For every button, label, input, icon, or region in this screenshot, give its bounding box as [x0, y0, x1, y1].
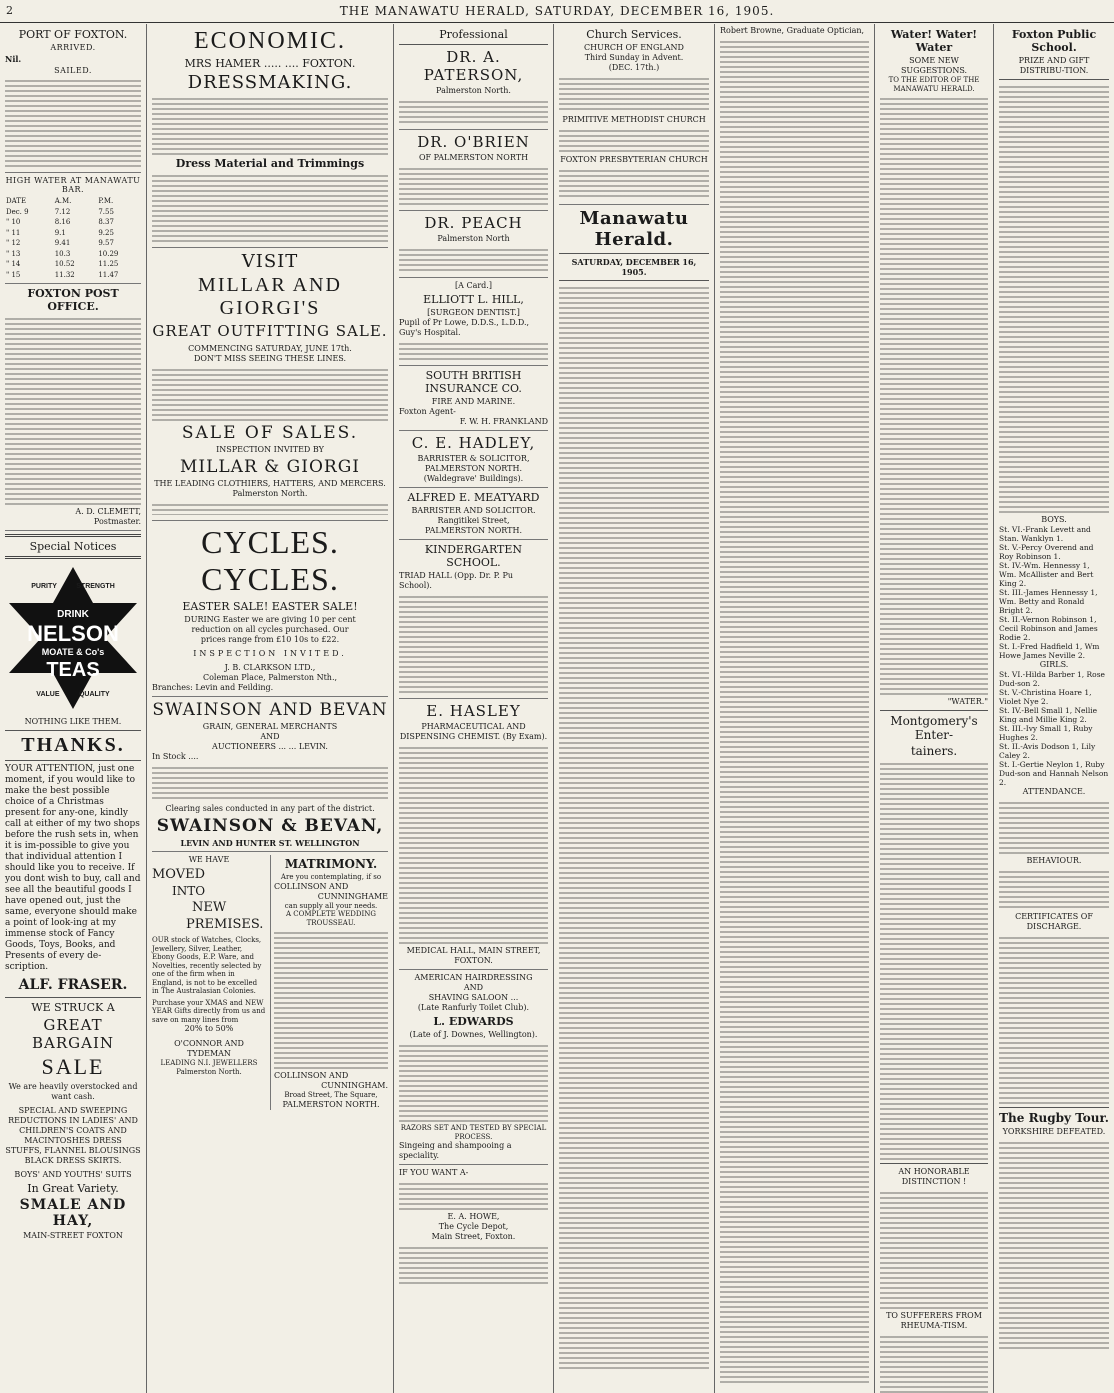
primitive-methodist: PRIMITIVE METHODIST CHURCH	[562, 115, 706, 124]
boys-list	[999, 525, 1109, 660]
cycles-ad	[152, 524, 388, 697]
column-2	[147, 24, 394, 1393]
list-item: St. IV.-Wm. Hennessy 1, Wm. McAllister and Bert King 2.	[999, 561, 1094, 588]
list-item: St. I.-Fred Hadfield 1, Wm Howe James Neville 2.	[999, 642, 1100, 660]
tide-row: " 10 8.16 8.37	[6, 218, 114, 226]
oconnor-palmerston: Palmerston North.	[176, 1067, 242, 1076]
inspection-invited-2: INSPECTION INVITED.	[193, 649, 347, 658]
montgomery-heading-2: tainers.	[910, 744, 958, 758]
obrien-text	[399, 165, 548, 205]
list-item: St. VI.-Hilda Barber 1, Rose Dud-son 2.	[999, 670, 1105, 688]
millar-palmerston: Palmerston North.	[232, 489, 308, 498]
millar-giorgi-ad	[152, 251, 388, 521]
montgomery-text	[880, 760, 988, 1160]
tide-table	[5, 196, 141, 280]
premises: PREMISES.	[186, 917, 264, 932]
medical-hall: MEDICAL HALL, MAIN STREET, FOXTON.	[406, 946, 541, 965]
south-british-name: SOUTH BRITISH INSURANCE CO.	[425, 369, 522, 395]
obrien-town: OF PALMERSTON NORTH	[418, 153, 529, 162]
discount-range: 20% to 50%	[184, 1024, 234, 1033]
into: INTO	[172, 884, 206, 898]
howe-card	[399, 1168, 548, 1284]
peach-card	[399, 214, 548, 278]
meatyard-card	[399, 491, 548, 540]
paterson-name: DR. A. PATERSON,	[423, 48, 524, 84]
dressmaking-text	[152, 95, 388, 155]
issue-date: SATURDAY, DECEMBER 16, 1905.	[571, 257, 697, 277]
hadley-card	[399, 434, 548, 488]
hill-title: [SURGEON DENTIST.]	[427, 308, 520, 317]
behaviour-heading: BEHAVIOUR.	[1026, 856, 1082, 865]
port-nil: Nil.	[5, 54, 22, 64]
collinson-foot: COLLINSON AND	[274, 1071, 349, 1080]
price-lines	[152, 366, 388, 421]
column-6	[875, 24, 994, 1393]
nelson-teas-ad	[5, 563, 141, 713]
can-supply: can supply all your needs.	[284, 901, 378, 910]
cunningham-foot: CUNNINGHAM.	[321, 1081, 388, 1090]
peach-name: DR. PEACH	[424, 214, 523, 232]
thanks-body: YOUR ATTENTION, just one moment, if you would like to make the best possible choice of a Christmas present for any-one, kindly call at either of my two shops before the rush sets in, when it is im-possible to give you that individual attention I should like you to receive. If you dont wish to buy, call and see all the beautiful goods I have opened out, just the same, everyone should make a point of look-ing at my immense stock of Fancy Goods, Toys, Books, and Presents of every de-scription.	[5, 764, 141, 972]
hasley-text	[399, 744, 548, 944]
tide-row: " 11 9.1 9.25	[6, 228, 114, 237]
montgomery-heading: Montgomery's Enter-	[890, 714, 978, 742]
church-services	[559, 28, 709, 205]
rheumatism-text	[880, 1333, 988, 1393]
attendance-heading: ATTENDANCE.	[1022, 787, 1086, 796]
commencing: COMMENCING SATURDAY, JUNE 17th.	[188, 344, 352, 353]
suggestions-heading: SOME NEW SUGGESTIONS.	[900, 56, 968, 75]
matrimony-ad	[270, 855, 388, 1110]
church-heading: Church Services.	[586, 28, 682, 41]
page-number: 2	[6, 4, 14, 17]
shaving-saloon: SHAVING SALOON ...	[428, 993, 519, 1002]
bottom-ads-row	[152, 855, 388, 1110]
dec-17: (DEC. 17th.)	[608, 63, 660, 72]
levin-hunter: LEVIN AND HUNTER ST. WELLINGTON	[180, 838, 360, 848]
struck-sale: SALE	[41, 1054, 105, 1079]
peach-text	[399, 246, 548, 272]
economic-ad	[152, 28, 388, 248]
list-item: St. III.-James Hennessy 1, Wm. Betty and Ronald Bright 2.	[999, 588, 1098, 615]
paper-title: Manawatu Herald.	[579, 208, 689, 250]
list-item: St. II.-Vernon Robinson 1, Cecil Robinson and James Rodie 2.	[999, 615, 1098, 642]
want-list	[399, 1180, 548, 1210]
list-item: St. V.-Christina Hoare 1, Violet Nye 2.	[999, 688, 1092, 706]
postmaster: A. D. CLEMETT,	[75, 507, 141, 516]
oconnor-ad	[152, 855, 266, 1110]
nelson-value: VALUE QUALITY	[36, 691, 110, 698]
third-sunday: Third Sunday in Advent.	[584, 53, 684, 62]
tide-row: " 12 9.41 9.57	[6, 239, 114, 247]
tide-header: A.M.	[54, 197, 72, 205]
prize-heading: PRIZE AND GIFT DISTRIBU-TION.	[1018, 56, 1090, 75]
kindergarten-name: KINDERGARTEN SCHOOL.	[424, 543, 523, 569]
outfitting-sale: GREAT OUTFITTING SALE.	[152, 322, 388, 340]
dressmaking-heading: DRESSMAKING.	[187, 72, 353, 93]
girls-list	[999, 670, 1109, 787]
south-british-card	[399, 369, 548, 431]
post-office-text	[5, 315, 141, 505]
meatyard-street: Rangitikei Street,	[437, 516, 510, 525]
special-notices: Special Notices	[29, 540, 117, 553]
obrien-card	[399, 133, 548, 211]
tide-row: " 14 10.52 11.25	[6, 260, 119, 268]
list-item: St. I.-Gertie Neylon 1, Ruby Dud-son and Hannah Nelson 2.	[999, 760, 1109, 787]
postmaster-title: Postmaster.	[93, 517, 141, 526]
water-heading: Water! Water! Water	[890, 28, 978, 54]
struck-variety: In Great Variety.	[27, 1182, 119, 1195]
swainson-heading-2: SWAINSON & BEVAN,	[156, 816, 384, 836]
in-stock-text	[152, 764, 388, 802]
clearing-sales: Clearing sales conducted in any part of the district.	[165, 804, 375, 813]
millar-postal-text	[152, 501, 388, 515]
honorable-text	[880, 1189, 988, 1309]
list-item: St. II.-Avis Dodson 1, Lily Caley 2.	[999, 742, 1096, 760]
post-office-heading: FOXTON POST OFFICE.	[27, 287, 119, 313]
meatyard-title: BARRISTER AND SOLICITOR.	[411, 506, 536, 515]
nelson-slogan: NOTHING LIKE THEM.	[24, 717, 122, 726]
port-heading: PORT OF FOXTON.	[18, 28, 128, 41]
rheumatism-heading: TO SUFFERERS FROM RHEUMA-TISM.	[886, 1311, 982, 1330]
certificates-text	[999, 934, 1109, 1104]
list-item: St. VI.-Frank Levett and Stan. Wanklyn 1.	[999, 525, 1091, 543]
column-1	[0, 24, 147, 1393]
howe-text	[399, 1244, 548, 1284]
column-3	[394, 24, 554, 1393]
attendance-text	[999, 799, 1109, 854]
post-office-block	[5, 287, 141, 531]
port-sailed: SAILED.	[54, 66, 92, 75]
easter-sale: EASTER SALE! EASTER SALE!	[182, 600, 358, 613]
our-stock-text: OUR stock of Watches, Clocks, Jewellery, Silver, Leather, Ebony Goods, E.P. Ware, and Novelties, recently selected by one of the firm when in England, is not to be excelled in The Australasian Colonies.	[152, 936, 262, 995]
nelson-teas: TEAS	[46, 659, 100, 681]
hill-name: ELLIOTT L. HILL,	[423, 293, 524, 306]
matrimony-price-list	[274, 929, 388, 1069]
collinson-and: COLLINSON AND	[274, 881, 349, 891]
hasley-name: E. HASLEY	[426, 702, 521, 720]
howe-name: E. A. HOWE,	[447, 1212, 500, 1221]
edwards-late: (Late of J. Downes, Wellington).	[409, 1030, 538, 1039]
clarkson-name: J. B. CLARKSON LTD.,	[224, 663, 316, 672]
browne-lead: Robert Browne, Graduate Optician,	[720, 26, 865, 35]
cycles-heading: CYCLES. CYCLES.	[201, 524, 339, 597]
during-easter: DURING Easter we are giving 10 per cent	[184, 615, 356, 624]
nelson-purity: PURITY STRENGTH	[31, 583, 115, 590]
swainson-and: AND	[260, 732, 280, 741]
economic-heading: ECONOMIC.	[193, 28, 346, 54]
sale-of-sales: SALE OF SALES.	[181, 423, 359, 443]
tide-row: " 15 11.32 11.47	[6, 270, 119, 279]
cunninghame: CUNNINGHAME	[317, 891, 388, 901]
prices-range: prices range from £10 10s to £22.	[200, 635, 340, 644]
reduction-line: reduction on all cycles purchased. Our	[191, 625, 349, 634]
dont-miss: DON'T MISS SEEING THESE LINES.	[193, 354, 347, 363]
rugby-text	[999, 1139, 1109, 1349]
nelson-name: NELSON	[27, 621, 119, 646]
dress-material-text	[152, 172, 388, 242]
dress-material: Dress Material and Trimmings	[175, 157, 365, 170]
shipping-text	[5, 77, 141, 167]
in-stock: In Stock ....	[152, 752, 199, 761]
grain-merchants: GRAIN, GENERAL MERCHANTS	[202, 722, 338, 731]
palmerston-foot: PALMERSTON NORTH.	[282, 1099, 380, 1109]
card-label: [A Card.]	[455, 281, 492, 290]
prize-report-text	[999, 83, 1109, 513]
column-7	[994, 24, 1114, 1393]
church-of-england: CHURCH OF ENGLAND	[584, 43, 684, 52]
frankland-name: F. W. H. FRANKLAND	[459, 417, 548, 426]
kindergarten-hall: TRIAD HALL (Opp. Dr. P. Pu School).	[399, 571, 514, 590]
tide-row: Dec. 9 7.12 7.55	[6, 207, 114, 216]
masthead-title: THE MANAWATU HERALD, SATURDAY, DECEMBER 16, 1905.	[339, 4, 775, 18]
presbyterian: FOXTON PRESBYTERIAN CHURCH	[560, 155, 708, 164]
certificates-heading: CERTIFICATES OF DISCHARGE.	[1015, 912, 1093, 931]
high-water-heading: HIGH WATER AT MANAWATU BAR.	[5, 176, 141, 194]
millar-giorgi-name: MILLAR AND GIORGI'S	[198, 274, 342, 319]
struck-overstocked: We are heavily overstocked and want cash.	[8, 1082, 138, 1101]
late-ranfurly: (Late Ranfurly Toilet Club).	[417, 1003, 530, 1012]
list-item: St. IV.-Bell Small 1, Nellie King and Millie King 2.	[999, 706, 1098, 724]
struck-suits: BOYS' AND YOUTHS' SUITS	[14, 1170, 132, 1179]
hadley-town: PALMERSTON NORTH.	[424, 464, 522, 473]
water-signature: "WATER."	[947, 697, 988, 706]
column-4	[554, 24, 715, 1393]
anglican-times	[559, 75, 709, 113]
howe-street: Main Street, Foxton.	[431, 1232, 516, 1241]
methodist-times	[559, 127, 709, 153]
american-hairdressing: AMERICAN HAIRDRESSING	[414, 973, 533, 982]
masthead	[0, 0, 1114, 23]
high-water-block	[5, 176, 141, 284]
list-item: St. III.-Ivy Small 1, Ruby Hughes 2.	[999, 724, 1093, 742]
struck-bargain: GREAT BARGAIN	[31, 1016, 114, 1052]
list-item: St. V.-Percy Overend and Roy Robinson 1.	[999, 543, 1094, 561]
singeing: Singeing and shampooing a speciality.	[399, 1141, 512, 1160]
millar-giorgi-name-2: MILLAR & GIORGI	[179, 457, 361, 477]
kindergarten-text	[399, 593, 548, 693]
razors: RAZORS SET AND TESTED BY SPECIAL PROCESS.	[400, 1124, 547, 1141]
news-text	[720, 38, 869, 1383]
tide-header: DATE	[6, 197, 27, 205]
boys-heading: BOYS.	[1041, 515, 1067, 524]
girls-heading: GIRLS.	[1039, 660, 1069, 669]
inspection-invited: INSPECTION INVITED BY	[216, 445, 324, 454]
kindergarten-card	[399, 543, 548, 699]
cycle-depot: The Cycle Depot,	[438, 1222, 509, 1231]
paterson-text	[399, 98, 548, 124]
behaviour-text	[999, 868, 1109, 910]
column-5	[715, 24, 875, 1393]
hasley-title: PHARMACEUTICAL AND DISPENSING CHEMIST. (By Exam).	[399, 722, 548, 741]
complete-trousseau: A COMPLETE WEDDING TROUSSEAU.	[285, 910, 377, 927]
foxton-agent: Foxton Agent-	[399, 407, 456, 416]
swainson-heading: SWAINSON AND BEVAN	[152, 700, 388, 720]
hadley-title: BARRISTER & SOLICITOR,	[417, 454, 530, 463]
smale-hay: SMALE AND HAY,	[19, 1197, 127, 1229]
contemplating: Are you contemplating, if so	[280, 873, 382, 881]
american-and: AND	[463, 983, 484, 992]
hairdressing-text	[399, 1042, 548, 1122]
hill-card	[399, 281, 548, 366]
paterson-town: Palmerston North.	[436, 86, 511, 95]
leading-clothiers: THE LEADING CLOTHIERS, HATTERS, AND MERCERS.	[154, 479, 386, 488]
port-arrived: ARRIVED.	[50, 43, 96, 52]
fire-marine: FIRE AND MARINE.	[431, 397, 516, 406]
hadley-name: C. E. HADLEY,	[411, 434, 536, 452]
edwards-name: L. EDWARDS	[433, 1015, 514, 1028]
meatyard-name: ALFRED E. MEATYARD	[407, 491, 540, 504]
hairdressing-card	[399, 973, 548, 1165]
moved: MOVED	[152, 867, 206, 882]
presbyterian-times	[559, 167, 709, 199]
new: NEW	[192, 900, 227, 915]
auctioneers-levin: AUCTIONEERS ... ... LEVIN.	[212, 742, 328, 751]
nelson-moate: MOATE & Co's	[41, 647, 105, 657]
broad-street: Broad Street, The Square,	[284, 1091, 378, 1099]
professional-heading: Professional	[439, 28, 508, 41]
struck-heading: WE STRUCK A	[31, 1001, 115, 1014]
swainson-ad	[152, 700, 388, 852]
school-heading: Foxton Public School.	[1011, 28, 1097, 54]
tide-header: P.M.	[98, 197, 114, 205]
rugby-heading: The Rugby Tour.	[999, 1111, 1109, 1125]
clarkson-address: Coleman Place, Palmerston Nth.,	[202, 673, 338, 682]
fraser-signature: ALF. FRASER.	[18, 977, 128, 993]
hill-pupil: Pupil of Pr Lowe, D.D.S., L.D.D., Guy's Hospital.	[399, 318, 530, 337]
leading-jewellers: LEADING N.I. JEWELLERS	[160, 1059, 258, 1067]
local-news-text	[559, 284, 709, 1369]
peach-town: Palmerston North	[437, 234, 510, 243]
hadley-building: (Waldegrave' Buildings).	[423, 474, 524, 483]
obrien-name: DR. O'BRIEN	[417, 133, 530, 151]
honorable-heading: AN HONORABLE DISTINCTION !	[898, 1167, 970, 1186]
paterson-card	[399, 48, 548, 130]
yorkshire-heading: YORKSHIRE DEFEATED.	[1002, 1127, 1106, 1136]
to-editor: TO THE EDITOR OF THE MANAWATU HERALD.	[888, 76, 980, 93]
hasley-card	[399, 702, 548, 970]
matrimony-heading: MATRIMONY.	[284, 857, 378, 871]
visit-heading: VISIT	[241, 251, 299, 272]
port-block	[5, 28, 141, 173]
we-have: WE HAVE	[188, 855, 230, 864]
purchase-text: Purchase your XMAS and NEW YEAR Gifts directly from us and save on many lines from	[152, 998, 266, 1024]
smale-address: MAIN-STREET FOXTON	[23, 1231, 123, 1240]
tide-row: " 13 10.3 10.29	[6, 249, 119, 258]
clarkson-branches: Branches: Levin and Feilding.	[152, 683, 274, 692]
meatyard-town: PALMERSTON NORTH.	[424, 526, 522, 535]
oconnor-name: O'CONNOR AND TYDEMAN	[174, 1039, 244, 1058]
water-letter-text	[880, 95, 988, 695]
hamer-line: MRS HAMER ..... .... FOXTON.	[184, 57, 356, 70]
nelson-drink: DRINK	[57, 609, 89, 620]
struck-reductions: SPECIAL AND SWEEPING REDUCTIONS IN LADIES' AND CHILDREN'S COATS AND MACINTOSHES DRESS STUFFS, FLANNEL BLOUSINGS BLACK DRESS SKIRTS.	[5, 1106, 141, 1165]
want-heading: IF YOU WANT A-	[399, 1168, 469, 1177]
thanks-heading: THANKS.	[21, 734, 125, 756]
hill-text	[399, 340, 548, 360]
